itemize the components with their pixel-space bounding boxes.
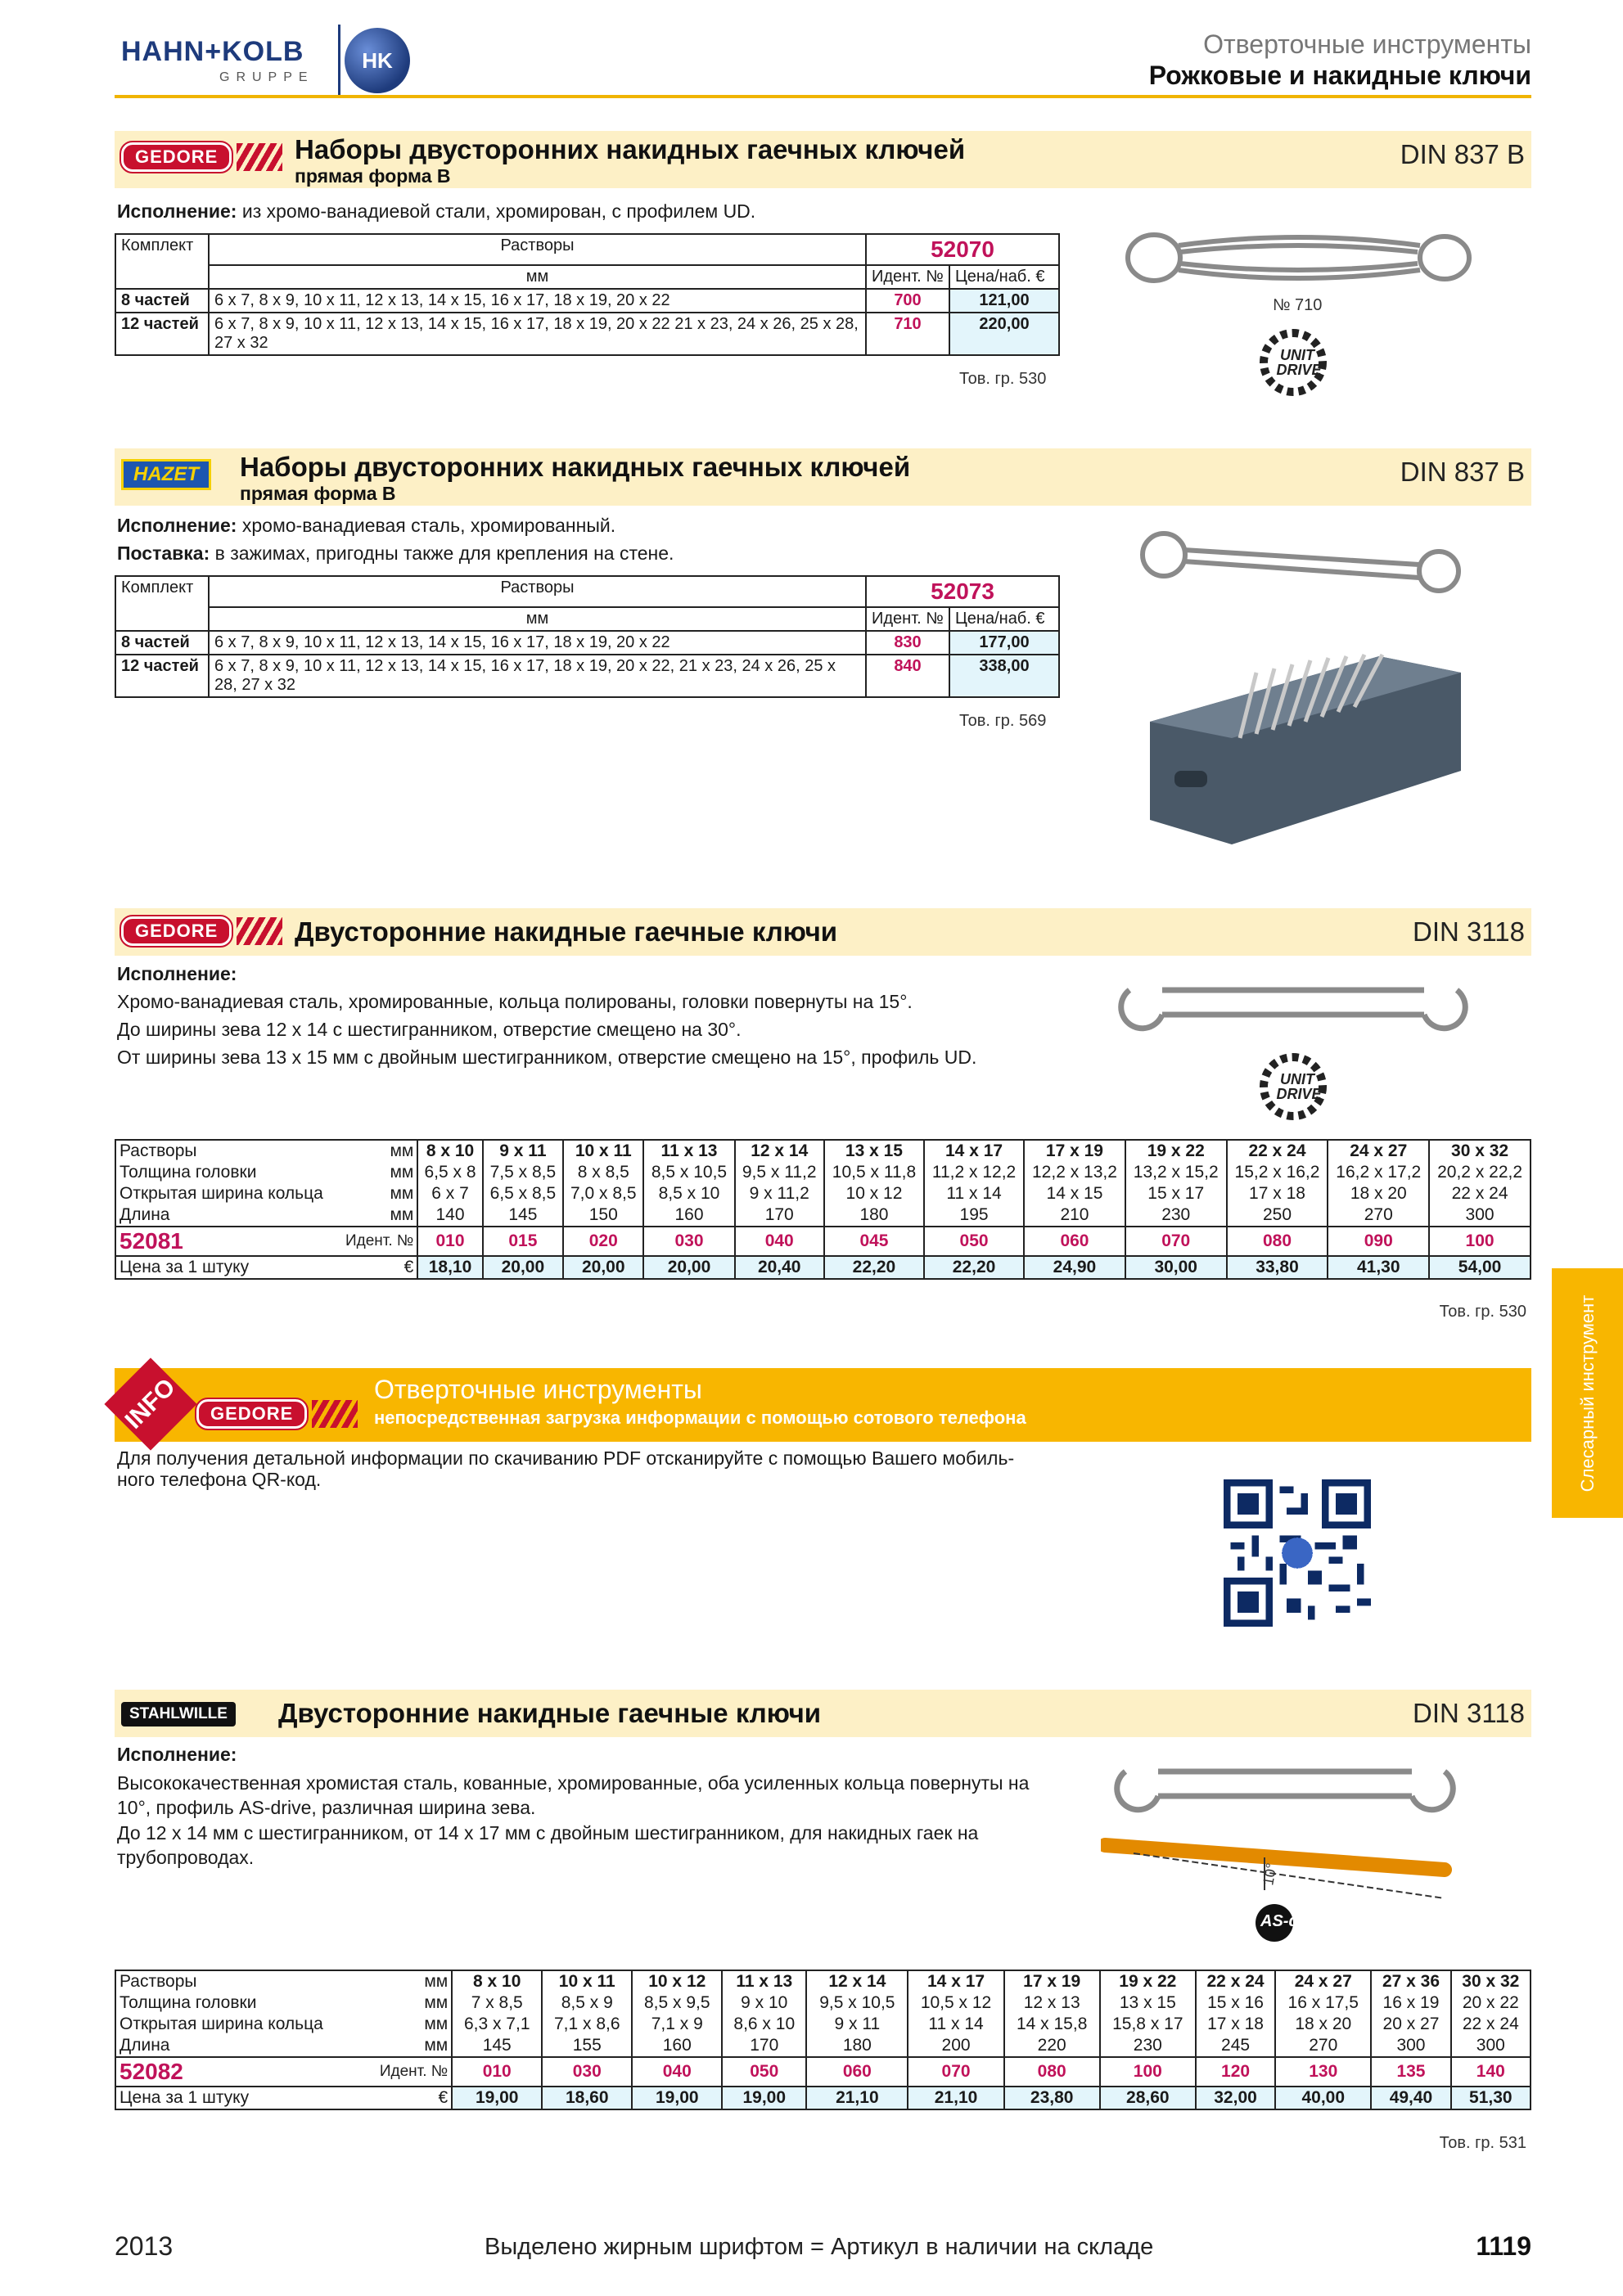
section1-subtitle: прямая форма B — [295, 165, 451, 187]
section3-line-3: От ширины зева 13 x 15 мм с двойным шестигранником, отверстие смещено на 15°, профиль UD. — [117, 1047, 977, 1068]
stahlwille-wrench-image — [1101, 1747, 1477, 1911]
cell-opening-2: 7,0 x 8,5 — [563, 1183, 643, 1204]
section3-line-2: До ширины зева 12 x 14 с шестигранником, отверстие смещено на 30°. — [117, 1019, 742, 1040]
cell-opening-4: 9 x 11 — [806, 2014, 908, 2035]
as-drive-icon: AS-drive — [1254, 1902, 1344, 1943]
cell-thickness-6: 12 x 13 — [1004, 1992, 1100, 2014]
page-number: 1119 — [1476, 2231, 1531, 2261]
col-unit: мм — [209, 265, 866, 289]
wrench-set-image — [1121, 213, 1473, 295]
gedore-logo: GEDORE — [196, 1398, 358, 1430]
cell-ids-6: 080 — [1004, 2057, 1100, 2087]
cell-thickness-8: 13,2 x 15,2 — [1125, 1162, 1227, 1183]
cell-thickness-2: 8,5 x 9,5 — [632, 1992, 722, 2014]
cell-length-10: 270 — [1328, 1204, 1429, 1227]
table-row — [115, 2014, 1531, 2035]
info-subtitle: непосредственная загрузка информации с помощью сотового телефона — [374, 1407, 1026, 1428]
section4-size-table — [115, 1970, 1531, 2110]
cell-sizes-11: 30 x 32 — [1451, 1970, 1531, 1992]
row-unit: Идент. № — [360, 2057, 452, 2087]
cell-prices-0: 19,00 — [452, 2087, 542, 2109]
wrench-holder-image — [1134, 624, 1477, 869]
cell-length-0: 145 — [452, 2035, 542, 2057]
cell-sizes-9: 24 x 27 — [1275, 1970, 1371, 1992]
hk-emblem-icon: HK — [345, 28, 410, 93]
cell-prices-9: 33,80 — [1227, 1256, 1328, 1279]
cell-length-6: 195 — [924, 1204, 1024, 1227]
cell-ids-1: 015 — [483, 1227, 563, 1256]
cell-ids-6: 050 — [924, 1227, 1024, 1256]
cell-prices-6: 23,80 — [1004, 2087, 1100, 2109]
section3-title-bar — [115, 908, 1531, 956]
cell-length-7: 230 — [1100, 2035, 1196, 2057]
cell-thickness-0: 7 x 8,5 — [452, 1992, 542, 2014]
info-text-line-2: ного телефона QR-код. — [117, 1469, 322, 1490]
logo-text: HAHN+KOLB — [121, 36, 304, 67]
cell-prices-8: 32,00 — [1196, 2087, 1275, 2109]
cell-sizes-5: 13 x 15 — [824, 1140, 924, 1162]
section4-line-4: трубопроводах. — [117, 1847, 255, 1868]
row-unit: Идент. № — [336, 1227, 417, 1256]
cell-prices-7: 24,90 — [1024, 1256, 1125, 1279]
cell-prices-2: 20,00 — [563, 1256, 643, 1279]
cell-ids-3: 030 — [643, 1227, 734, 1256]
cell-opening-9: 18 x 20 — [1275, 2014, 1371, 2035]
cell-sizes-4: 12 x 14 — [806, 1970, 908, 1992]
info-text-line-1: Для получения детальной информации по скачиванию PDF отсканируйте с помощью Вашего мобиль- — [117, 1447, 1015, 1469]
cell-opening-5: 10 x 12 — [824, 1183, 924, 1204]
col-price-header: Цена/наб. € — [949, 607, 1059, 631]
cell-thickness-4: 9,5 x 10,5 — [806, 1992, 908, 2014]
cell-sizes-4: 12 x 14 — [735, 1140, 824, 1162]
cell-prices-11: 54,00 — [1429, 1256, 1531, 1279]
table-row: 8 частей 6 x 7, 8 x 9, 10 x 11, 12 x 13, 14 x 15, 16 x 17, 18 x 19, 20 x 22 830 177,00 — [115, 631, 1059, 655]
cell-sizes-1: 9 x 11 — [483, 1140, 563, 1162]
header-category: Отверточные инструменты — [1203, 29, 1531, 59]
cell-sizes-10: 27 x 36 — [1371, 1970, 1450, 1992]
cell-opening-5: 11 x 14 — [908, 2014, 1003, 2035]
cell-prices-1: 20,00 — [483, 1256, 563, 1279]
cell-sizes-10: 24 x 27 — [1328, 1140, 1429, 1162]
cell-thickness-9: 15,2 x 16,2 — [1227, 1162, 1328, 1183]
cell-length-9: 270 — [1275, 2035, 1371, 2057]
cell-ids-4: 060 — [806, 2057, 908, 2087]
cell-ids-9: 130 — [1275, 2057, 1371, 2087]
cell-prices-4: 21,10 — [806, 2087, 908, 2109]
cell-prices-5: 21,10 — [908, 2087, 1003, 2109]
cell-ids-7: 060 — [1024, 1227, 1125, 1256]
cell-length-7: 210 — [1024, 1204, 1125, 1227]
qr-code-icon[interactable] — [1224, 1479, 1371, 1627]
cell-thickness-9: 16 x 17,5 — [1275, 1992, 1371, 2014]
section1-title: Наборы двусторонних накидных гаечных ключей — [295, 134, 966, 164]
info-tag-icon: INFO — [104, 1357, 196, 1450]
cell-thickness-3: 8,5 x 10,5 — [643, 1162, 734, 1183]
cell-length-8: 230 — [1125, 1204, 1227, 1227]
section4-title-bar — [115, 1690, 1531, 1737]
section1-group: Тов. гр. 530 — [959, 370, 1047, 388]
cell-opening-11: 22 x 24 — [1429, 1183, 1531, 1204]
section2-din: DIN 837 B — [1400, 457, 1525, 487]
cell-sizes-3: 11 x 13 — [643, 1140, 734, 1162]
row-unit: € — [360, 2087, 452, 2109]
cell-length-11: 300 — [1429, 1204, 1531, 1227]
cell-opening-7: 15,8 x 17 — [1100, 2014, 1196, 2035]
row-label: Открытая ширина кольца — [115, 1183, 336, 1204]
footer-year: 2013 — [115, 2231, 174, 2261]
cell-length-5: 200 — [908, 2035, 1003, 2057]
cell-prices-3: 19,00 — [722, 2087, 806, 2109]
gedore-logo: GEDORE — [121, 141, 282, 173]
row-unit: € — [336, 1256, 417, 1279]
row-label: Длина — [115, 1204, 336, 1227]
section4-line-2: 10°, профиль AS-drive, различная ширина зева. — [117, 1797, 536, 1818]
cell-length-2: 160 — [632, 2035, 722, 2057]
cell-sizes-11: 30 x 32 — [1429, 1140, 1531, 1162]
cell-ids-5: 045 — [824, 1227, 924, 1256]
cell-length-8: 245 — [1196, 2035, 1275, 2057]
cell-thickness-10: 16 x 19 — [1371, 1992, 1450, 2014]
cell-prices-10: 41,30 — [1328, 1256, 1429, 1279]
col-id-header: Идент. № — [866, 265, 949, 289]
cell-sizes-8: 19 x 22 — [1125, 1140, 1227, 1162]
cell-thickness-2: 8 x 8,5 — [563, 1162, 643, 1183]
cell-length-3: 170 — [722, 2035, 806, 2057]
cell-length-1: 155 — [542, 2035, 632, 2057]
cell-prices-3: 20,00 — [643, 1256, 734, 1279]
row-unit: мм — [336, 1140, 417, 1162]
row-label: Толщина головки — [115, 1992, 360, 2014]
unit-drive-icon — [1256, 326, 1330, 399]
cell-length-11: 300 — [1451, 2035, 1531, 2057]
cell-opening-0: 6,3 x 7,1 — [452, 2014, 542, 2035]
cell-opening-2: 7,1 x 9 — [632, 2014, 722, 2035]
cell-ids-5: 070 — [908, 2057, 1003, 2087]
logo-subtext: GRUPPE — [219, 70, 314, 84]
cell-prices-10: 49,40 — [1371, 2087, 1450, 2109]
table-row: 12 частей 6 x 7, 8 x 9, 10 x 11, 12 x 13, 14 x 15, 16 x 17, 18 x 19, 20 x 22 21 x 23, 24 x 26, 25 x 28, 27 x 32 710 220,00 — [115, 313, 1059, 355]
section1-set-table — [115, 233, 1060, 356]
flare-nut-wrench-image — [1113, 966, 1473, 1039]
table-row — [115, 1204, 1531, 1227]
cell-ids-0: 010 — [452, 2057, 542, 2087]
table-row — [115, 2057, 1531, 2087]
col-set-header: Комплект — [115, 576, 209, 631]
cell-opening-7: 14 x 15 — [1024, 1183, 1125, 1204]
row-unit: мм — [360, 1970, 452, 1992]
section1-execution: Исполнение: из хромо-ванадиевой стали, хромирован, с профилем UD. — [117, 200, 756, 222]
cell-ids-10: 135 — [1371, 2057, 1450, 2087]
cell-ids-1: 030 — [542, 2057, 632, 2087]
cell-ids-4: 040 — [735, 1227, 824, 1256]
cell-ids-8: 120 — [1196, 2057, 1275, 2087]
section3-group: Тов. гр. 530 — [1439, 1303, 1526, 1321]
table-row — [115, 1256, 1531, 1279]
header-subcategory: Рожковые и накидные ключи — [1148, 61, 1531, 90]
section2-group: Тов. гр. 569 — [959, 712, 1047, 730]
cell-thickness-7: 13 x 15 — [1100, 1992, 1196, 2014]
section3-execution-label: Исполнение: — [117, 963, 237, 984]
cell-prices-4: 20,40 — [735, 1256, 824, 1279]
section4-line-1: Высококачественная хромистая сталь, кованные, хромированные, оба усиленных кольца повернуты на — [117, 1772, 1030, 1794]
cell-opening-11: 22 x 24 — [1451, 2014, 1531, 2035]
cell-sizes-0: 8 x 10 — [417, 1140, 482, 1162]
cell-prices-8: 30,00 — [1125, 1256, 1227, 1279]
cell-length-6: 220 — [1004, 2035, 1100, 2057]
cell-length-9: 250 — [1227, 1204, 1328, 1227]
row-label: Длина — [115, 2035, 360, 2057]
cell-length-10: 300 — [1371, 2035, 1450, 2057]
cell-ids-2: 040 — [632, 2057, 722, 2087]
hahn-kolb-logo — [121, 25, 416, 95]
row-label: Открытая ширина кольца — [115, 2014, 360, 2035]
svg-text:10°: 10° — [1260, 1862, 1280, 1887]
cell-prices-6: 22,20 — [924, 1256, 1024, 1279]
cell-prices-1: 18,60 — [542, 2087, 632, 2109]
gedore-logo: GEDORE — [121, 915, 282, 948]
cell-opening-8: 17 x 18 — [1196, 2014, 1275, 2035]
cell-opening-1: 6,5 x 8,5 — [483, 1183, 563, 1204]
cell-opening-1: 7,1 x 8,6 — [542, 2014, 632, 2035]
cell-sizes-9: 22 x 24 — [1227, 1140, 1328, 1162]
unit-drive-icon — [1256, 1050, 1330, 1123]
cell-thickness-11: 20 x 22 — [1451, 1992, 1531, 2014]
cell-prices-11: 51,30 — [1451, 2087, 1531, 2109]
cell-sizes-1: 10 x 11 — [542, 1970, 632, 1992]
cell-ids-11: 100 — [1429, 1227, 1531, 1256]
cell-thickness-0: 6,5 x 8 — [417, 1162, 482, 1183]
cell-prices-0: 18,10 — [417, 1256, 482, 1279]
section2-title: Наборы двусторонних накидных гаечных ключей — [240, 452, 911, 482]
section2-subtitle: прямая форма B — [240, 483, 396, 504]
table-row — [115, 1992, 1531, 2014]
cell-sizes-6: 17 x 19 — [1004, 1970, 1100, 1992]
cell-thickness-4: 9,5 x 11,2 — [735, 1162, 824, 1183]
cell-prices-2: 19,00 — [632, 2087, 722, 2109]
cell-opening-10: 18 x 20 — [1328, 1183, 1429, 1204]
row-label: Растворы — [115, 1140, 336, 1162]
single-wrench-image — [1129, 524, 1473, 606]
table-row — [115, 1140, 1531, 1162]
row-label: Толщина головки — [115, 1162, 336, 1183]
table-row — [115, 2035, 1531, 2057]
svg-text:DRIVE: DRIVE — [1276, 362, 1322, 378]
cell-length-2: 150 — [563, 1204, 643, 1227]
row-unit: мм — [360, 2014, 452, 2035]
table-row — [115, 1183, 1531, 1204]
table-row — [115, 1970, 1531, 1992]
stahlwille-logo: STAHLWILLE — [121, 1698, 236, 1731]
row-label: Цена за 1 штуку — [115, 2087, 360, 2109]
svg-text:UNIT: UNIT — [1280, 1071, 1314, 1087]
cell-thickness-11: 20,2 x 22,2 — [1429, 1162, 1531, 1183]
cell-ids-11: 140 — [1451, 2057, 1531, 2087]
cell-opening-10: 20 x 27 — [1371, 2014, 1450, 2035]
cell-length-1: 145 — [483, 1204, 563, 1227]
col-set-header: Комплект — [115, 234, 209, 289]
info-title: Отверточные инструменты — [374, 1375, 702, 1404]
article-number: 52073 — [866, 576, 1059, 607]
cell-opening-9: 17 x 18 — [1227, 1183, 1328, 1204]
col-price-header: Цена/наб. € — [949, 265, 1059, 289]
section3-din: DIN 3118 — [1413, 916, 1525, 947]
row-unit: мм — [336, 1204, 417, 1227]
table-row — [115, 1227, 1531, 1256]
cell-opening-8: 15 x 17 — [1125, 1183, 1227, 1204]
side-tab[interactable]: Слесарный инструмент — [1552, 1268, 1623, 1518]
cell-opening-4: 9 x 11,2 — [735, 1183, 824, 1204]
hazet-logo: HAZET — [121, 458, 211, 491]
cell-length-4: 170 — [735, 1204, 824, 1227]
cell-length-0: 140 — [417, 1204, 482, 1227]
section2-set-table — [115, 575, 1060, 698]
cell-thickness-1: 8,5 x 9 — [542, 1992, 632, 2014]
section3-title: Двусторонние накидные гаечные ключи — [295, 916, 838, 947]
cell-ids-0: 010 — [417, 1227, 482, 1256]
row-unit: мм — [336, 1183, 417, 1204]
row-label: Растворы — [115, 1970, 360, 1992]
cell-opening-6: 11 x 14 — [924, 1183, 1024, 1204]
col-sizes-header: Растворы — [209, 576, 866, 607]
svg-text:DRIVE: DRIVE — [1276, 1086, 1322, 1102]
row-unit: мм — [360, 2035, 452, 2057]
cell-prices-9: 40,00 — [1275, 2087, 1371, 2109]
footer-note: Выделено жирным шрифтом = Артикул в наличии на складе — [485, 2234, 1154, 2260]
cell-opening-0: 6 x 7 — [417, 1183, 482, 1204]
cell-length-3: 160 — [643, 1204, 734, 1227]
cell-ids-8: 070 — [1125, 1227, 1227, 1256]
cell-sizes-5: 14 x 17 — [908, 1970, 1003, 1992]
table-row: 12 частей 6 x 7, 8 x 9, 10 x 11, 12 x 13, 14 x 15, 16 x 17, 18 x 19, 20 x 22, 21 x 23, 24 x 26, 25 x 28, 27 x 32 840 338,00 — [115, 655, 1059, 697]
table-row: 8 частей 6 x 7, 8 x 9, 10 x 11, 12 x 13, 14 x 15, 16 x 17, 18 x 19, 20 x 22 700 121,00 — [115, 289, 1059, 313]
section2-execution: Исполнение: хромо-ванадиевая сталь, хромированный. — [117, 515, 616, 536]
section4-line-3: До 12 x 14 мм с шестигранником, от 14 x 17 мм с двойным шестигранником, для накидных гаек на — [117, 1822, 979, 1844]
cell-sizes-6: 14 x 17 — [924, 1140, 1024, 1162]
table-row — [115, 1162, 1531, 1183]
header-rule — [115, 95, 1531, 98]
col-unit: мм — [209, 607, 866, 631]
svg-text:UNIT: UNIT — [1280, 347, 1314, 363]
section4-execution-label: Исполнение: — [117, 1744, 237, 1765]
cell-sizes-7: 19 x 22 — [1100, 1970, 1196, 1992]
row-unit: мм — [360, 1992, 452, 2014]
cell-ids-7: 100 — [1100, 2057, 1196, 2087]
cell-thickness-8: 15 x 16 — [1196, 1992, 1275, 2014]
cell-ids-9: 080 — [1227, 1227, 1328, 1256]
section4-group: Тов. гр. 531 — [1439, 2134, 1526, 2152]
cell-sizes-8: 22 x 24 — [1196, 1970, 1275, 1992]
row-label: 52082 — [115, 2057, 360, 2087]
section1-image-caption: № 710 — [1273, 296, 1323, 314]
row-label: Цена за 1 штуку — [115, 1256, 336, 1279]
row-label: 52081 — [115, 1227, 336, 1256]
cell-prices-7: 28,60 — [1100, 2087, 1196, 2109]
cell-thickness-1: 7,5 x 8,5 — [483, 1162, 563, 1183]
cell-opening-3: 8,6 x 10 — [722, 2014, 806, 2035]
cell-sizes-2: 10 x 12 — [632, 1970, 722, 1992]
section3-size-table — [115, 1139, 1531, 1280]
section1-din: DIN 837 B — [1400, 139, 1525, 169]
cell-sizes-2: 10 x 11 — [563, 1140, 643, 1162]
col-sizes-header: Растворы — [209, 234, 866, 265]
cell-thickness-10: 16,2 x 17,2 — [1328, 1162, 1429, 1183]
logo-divider — [338, 25, 340, 95]
cell-length-5: 180 — [824, 1204, 924, 1227]
cell-prices-5: 22,20 — [824, 1256, 924, 1279]
cell-sizes-7: 17 x 19 — [1024, 1140, 1125, 1162]
section3-line-1: Хромо-ванадиевая сталь, хромированные, кольца полированы, головки повернуты на 15°. — [117, 991, 913, 1012]
col-id-header: Идент. № — [866, 607, 949, 631]
cell-thickness-3: 9 x 10 — [722, 1992, 806, 2014]
cell-thickness-6: 11,2 x 12,2 — [924, 1162, 1024, 1183]
cell-thickness-5: 10,5 x 11,8 — [824, 1162, 924, 1183]
cell-opening-3: 8,5 x 10 — [643, 1183, 734, 1204]
cell-ids-3: 050 — [722, 2057, 806, 2087]
row-unit: мм — [336, 1162, 417, 1183]
section4-title: Двусторонние накидные гаечные ключи — [278, 1698, 822, 1728]
cell-thickness-5: 10,5 x 12 — [908, 1992, 1003, 2014]
section1-title-bar — [115, 131, 1531, 188]
cell-ids-2: 020 — [563, 1227, 643, 1256]
cell-sizes-0: 8 x 10 — [452, 1970, 542, 1992]
cell-thickness-7: 12,2 x 13,2 — [1024, 1162, 1125, 1183]
cell-length-4: 180 — [806, 2035, 908, 2057]
cell-ids-10: 090 — [1328, 1227, 1429, 1256]
article-number: 52070 — [866, 234, 1059, 265]
cell-sizes-3: 11 x 13 — [722, 1970, 806, 1992]
cell-opening-6: 14 x 15,8 — [1004, 2014, 1100, 2035]
table-row — [115, 2087, 1531, 2109]
section2-title-bar — [115, 448, 1531, 506]
info-bar — [115, 1368, 1531, 1442]
section2-supply: Поставка: в зажимах, пригодны также для крепления на стене. — [117, 542, 674, 564]
section4-din: DIN 3118 — [1413, 1698, 1525, 1728]
